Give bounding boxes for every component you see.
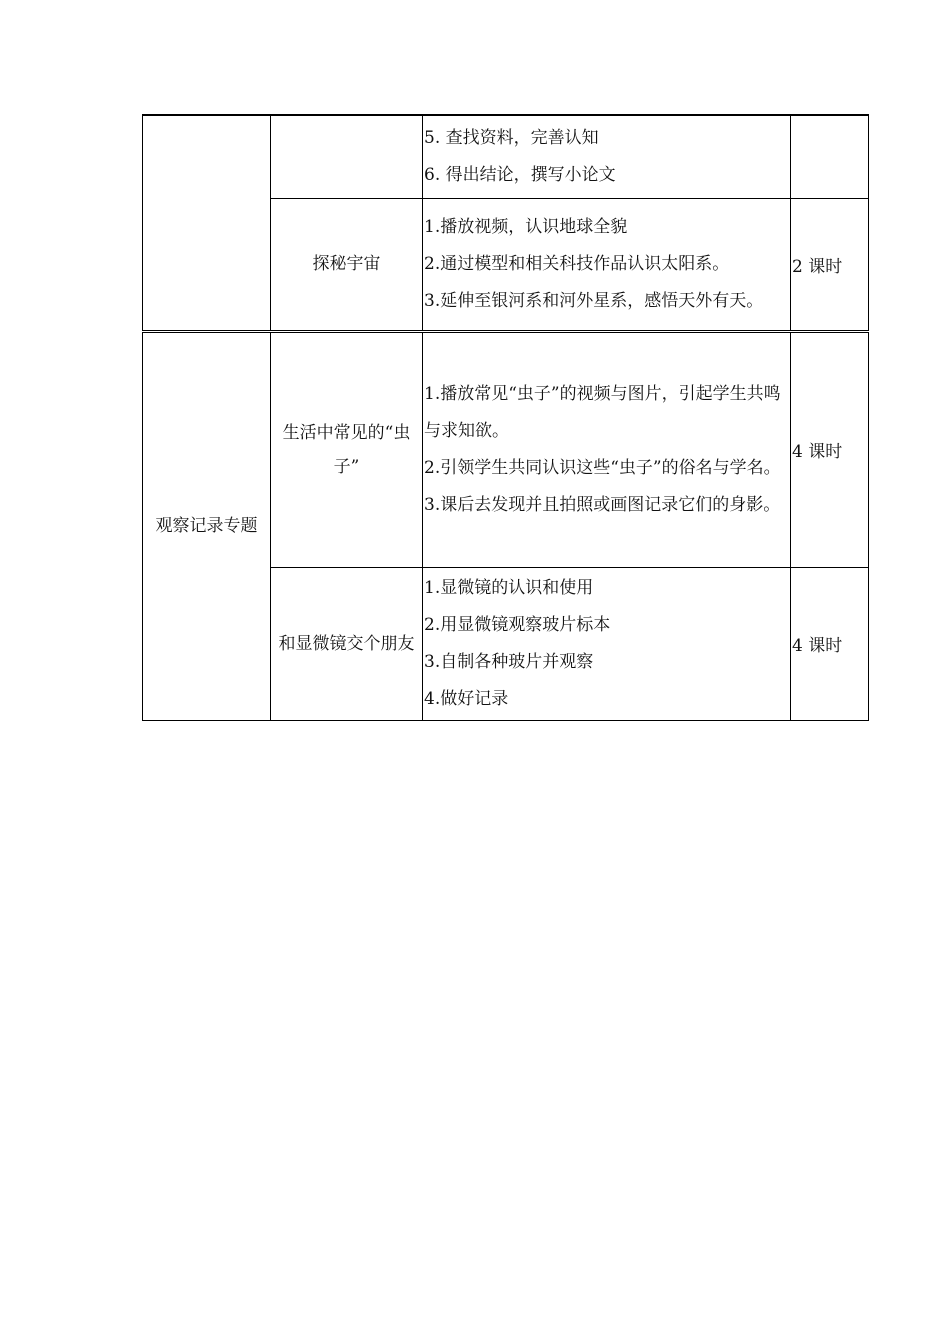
content-item: 4.做好记录: [424, 688, 509, 709]
topic-cell: [143, 115, 271, 331]
content-item: 2.用显微镜观察玻片标本: [424, 614, 611, 635]
lesson-cell: 探秘宇宙: [271, 198, 423, 331]
topic-cell: 观察记录专题: [143, 331, 271, 720]
content-cell: [423, 198, 791, 331]
hours-cell: 4 课时: [791, 567, 869, 720]
content-item: 1.播放视频，认识地球全貌: [424, 216, 628, 237]
content-item: 2.通过模型和相关科技作品认识太阳系。: [424, 253, 730, 274]
content-item: 2.引领学生共同认识这些“虫子”的俗名与学名。: [424, 457, 781, 478]
content-cell: [423, 567, 791, 720]
content-item: 3.课后去发现并且拍照或画图记录它们的身影。: [424, 494, 781, 515]
content-cell: [423, 115, 791, 198]
curriculum-table: [142, 114, 869, 721]
lesson-cell: 生活中常见的“虫子”: [271, 331, 423, 567]
lesson-cell: 和显微镜交个朋友: [271, 567, 423, 720]
hours-cell: 2 课时: [791, 198, 869, 331]
table-row: [143, 115, 869, 198]
table-row: [143, 331, 869, 567]
content-cell: [423, 331, 791, 567]
content-item: 1.播放常见“虫子”的视频与图片，引起学生共鸣与求知欲。: [424, 383, 781, 441]
content-item: 6. 得出结论，撰写小论文: [424, 164, 616, 185]
content-item: 5. 查找资料，完善认知: [424, 127, 599, 148]
content-item: 3.自制各种玻片并观察: [424, 651, 594, 672]
hours-cell: 4 课时: [791, 331, 869, 567]
lesson-cell: [271, 115, 423, 198]
content-item: 3.延伸至银河系和河外星系，感悟天外有天。: [424, 290, 764, 311]
content-item: 1.显微镜的认识和使用: [424, 577, 594, 598]
hours-cell: [791, 115, 869, 198]
